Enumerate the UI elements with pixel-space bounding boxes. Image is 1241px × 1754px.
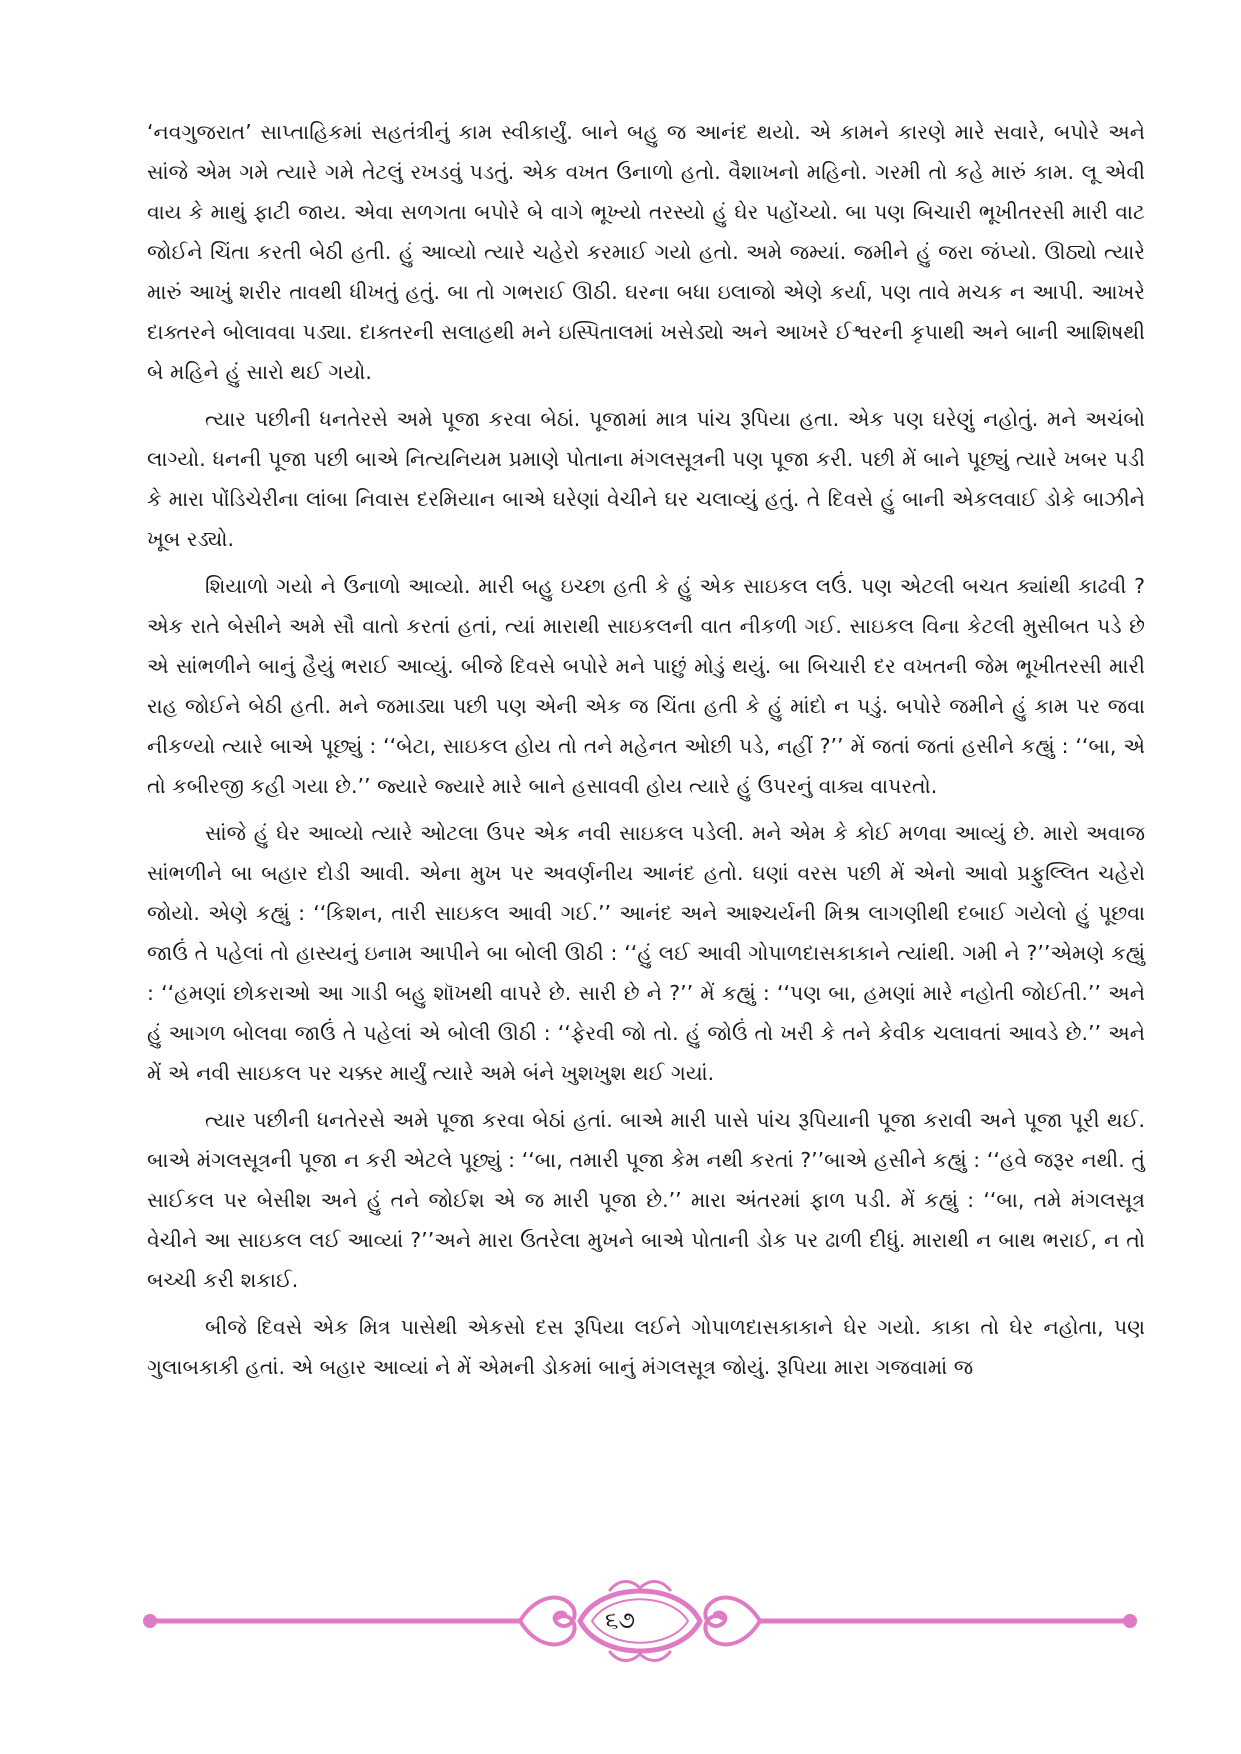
paragraph-1: ‘નવગુજરાત’ સાપ્તાહિકમાં સહતંત્રીનું કામ સ્વીકાર્યું. બાને બહુ જ આનંદ થયો. એ કામને કારણે મારે સવારે, બપોરે અને સાંજે એમ ગમે ત્યારે ગમે તેટલું રખડવું પડતું. એક વખત ઉનાળો હતો. વૈશાખનો મહિનો. ગરમી તો કહે મારું કામ. લૂ એવી વાય કે માથું ફાટી જાય. એવા સળગતા બપોરે બે વાગે ભૂખ્યો તરસ્યો હું ઘેર પહોંચ્યો. બા પણ બિચારી ભૂખીતરસી મારી વાટ જોઈને ચિંતા કરતી બેઠી હતી. હું આવ્યો ત્યારે ચહેરો કરમાઈ ગયો હતો. અમે જમ્યાં. જમીને હું જરા જંપ્યો. ઊઠ્યો ત્યારે મારું આખું શરીર તાવથી ધીખતું હતું. બા તો ગભરાઈ ઊઠી. ઘરના બધા ઇલાજો એણે કર્યા, પણ તાવે મચક ન આપી. આખરે દાક્તરને બોલાવવા પડ્યા. દાક્તરની સલાહથી મને ઇસ્પિતાલમાં ખસેડ્યો અને આખરે ઈશ્વરની કૃપાથી અને બાની આશિષથી બે મહિને હું સારો થઈ ગયો.	[147, 120, 1145, 384]
paragraph-6: બીજે દિવસે એક મિત્ર પાસેથી એકસો દસ રૂપિયા લઈને ગોપાળદાસકાકાને ઘેર ગયો. કાકા તો ઘેર નહોતા, પણ ગુલાબકાકી હતાં. એ બહાર આવ્યાં ને મેં એમની ડોકમાં બાનું મંગલસૂત્ર જોયું. રૂપિયા મારા ગજવામાં જ	[147, 1315, 1145, 1379]
body-text	[147, 112, 1145, 1394]
page-number: ૬૭	[604, 1606, 636, 1634]
paragraph-4: સાંજે હું ઘેર આવ્યો ત્યારે ઓટલા ઉપર એક નવી સાઇકલ પડેલી. મને એમ કે કોઈ મળવા આવ્યું છે. મારો અવાજ સાંભળીને બા બહાર દોડી આવી. એના મુખ પર અવર્ણનીય આનંદ હતો. ઘણાં વરસ પછી મેં એનો આવો પ્રફુલ્લિત ચહેરો જોયો. એણે કહ્યું : ‘‘કિશન, તારી સાઇકલ આવી ગઈ.’’ આનંદ અને આશ્ચર્યની મિશ્ર લાગણીથી દબાઈ ગયેલો હું પૂછવા જાઉં તે પહેલાં તો હાસ્યનું ઇનામ આપીને બા બોલી ઊઠી : ‘‘હું લઈ આવી ગોપાળદાસકાકાને ત્યાંથી. ગમી ને ?’’એમણે કહ્યું : ‘‘હમણાં છોકરાઓ આ ગાડી બહુ શૉખથી વાપરે છે. સારી છે ને ?’’ મેં કહ્યું : ‘‘પણ બા, હમણાં મારે નહોતી જોઈતી.’’ અને હું આગળ બોલવા જાઉં તે પહેલાં એ બોલી ઊઠી : ‘‘ફેરવી જો તો. હું જોઉં તો ખરી કે તને કેવીક ચલાવતાં આવડે છે.’’ અને મેં એ નવી સાઇકલ પર ચક્કર માર્યું ત્યારે અમે બંને ખુશખુશ થઈ ગયાં.	[147, 821, 1145, 1085]
paragraph-3: શિયાળો ગયો ને ઉનાળો આવ્યો. મારી બહુ ઇચ્છા હતી કે હું એક સાઇકલ લઉં. પણ એટલી બચત ક્યાંથી કાઢવી ?એક રાતે બેસીને અમે સૌ વાતો કરતાં હતાં, ત્યાં મારાથી સાઇકલની વાત નીકળી ગઈ. સાઇકલ વિના કેટલી મુસીબત પડે છે એ સાંભળીને બાનું હૈયું ભરાઈ આવ્યું. બીજે દિવસે બપોરે મને પાછું મોડું થયું. બા બિચારી દર વખતની જેમ ભૂખીતરસી મારી રાહ જોઈને બેઠી હતી. મને જમાડ્યા પછી પણ એની એક જ ચિંતા હતી કે હું માંદો ન પડું. બપોરે જમીને હું કામ પર જવા નીકળ્યો ત્યારે બાએ પૂછ્યું : ‘‘બેટા, સાઇકલ હોય તો તને મહેનત ઓછી પડે, નહીં ?’’ મેં જતાં જતાં હસીને કહ્યું : ‘‘બા, એ તો કબીરજી કહી ગયા છે.’’ જ્યારે જ્યારે મારે બાને હસાવવી હોય ત્યારે હું ઉપરનું વાક્ય વાપરતો.	[147, 574, 1145, 798]
paragraph-5: ત્યાર પછીની ધનતેરસે અમે પૂજા કરવા બેઠાં હતાં. બાએ મારી પાસે પાંચ રૂપિયાની પૂજા કરાવી અને પૂજા પૂરી થઈ. બાએ મંગલસૂત્રની પૂજા ન કરી એટલે પૂછ્યું : ‘‘બા, તમારી પૂજા કેમ નથી કરતાં ?’’બાએ હસીને કહ્યું : ‘‘હવે જરૂર નથી. તું સાઈકલ પર બેસીશ અને હું તને જોઈશ એ જ મારી પૂજા છે.’’ મારા અંતરમાં ફાળ પડી. મેં કહ્યું : ‘‘બા, તમે મંગલસૂત્ર વેચીને આ સાઇકલ લઈ આવ્યાં ?’’અને મારા ઉતરેલા મુખને બાએ પોતાની ડોક પર ઢાળી દીધું. મારાથી ન બાથ ભરાઈ, ન તો બચ્ચી કરી શકાઈ.	[147, 1108, 1145, 1292]
paragraph-2: ત્યાર પછીની ધનતેરસે અમે પૂજા કરવા બેઠાં. પૂજામાં માત્ર પાંચ રૂપિયા હતા. એક પણ ઘરેણું નહોતું. મને અચંબો લાગ્યો. ધનની પૂજા પછી બાએ નિત્યનિયમ પ્રમાણે પોતાના મંગલસૂત્રની પણ પૂજા કરી. પછી મેં બાને પૂછ્યું ત્યારે ખબર પડી કે મારા પોંડિચેરીના લાંબા નિવાસ દરમિયાન બાએ ઘરેણાં વેચીને ઘર ચલાવ્યું હતું. તે દિવસે હું બાની એકલવાઈ ડોકે બાઝીને ખૂબ રડ્યો.	[147, 407, 1145, 551]
